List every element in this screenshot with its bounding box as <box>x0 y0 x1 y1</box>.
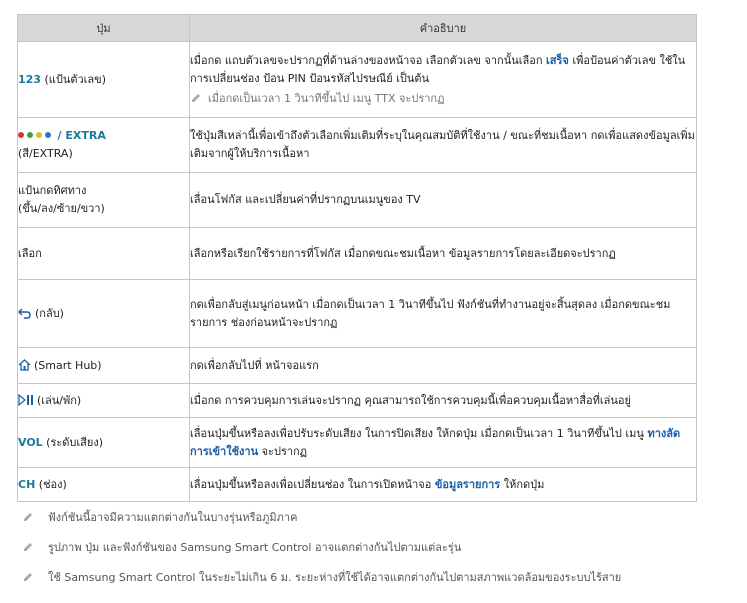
key-cell <box>18 384 190 418</box>
key-cell <box>18 348 190 384</box>
key-cell <box>18 280 190 348</box>
red-dot-icon <box>18 132 24 138</box>
table-row <box>18 384 697 418</box>
key-label: (กลับ) <box>35 306 64 320</box>
description-cell <box>190 280 697 348</box>
table-row <box>18 468 697 502</box>
description-cell <box>190 228 697 280</box>
description-cell <box>190 468 697 502</box>
pencil-icon <box>22 571 34 583</box>
key-sub: (ขึ้น/ลง/ซ้าย/ขวา) <box>18 202 105 215</box>
key-label: CH <box>18 477 36 491</box>
color-dots <box>18 129 58 142</box>
key-label: แป้นกดทิศทาง <box>18 184 87 197</box>
description-text-2: เพื่อป้อนค่าตัวเลข ใช้ในการเปลี่ยนช่อง ป้อน PIN ป้อนรหัสไปรษณีย์ เป็นต้น <box>190 53 686 85</box>
pencil-icon <box>22 541 34 553</box>
description-cell <box>190 348 697 384</box>
yellow-dot-icon <box>36 132 42 138</box>
description-link[interactable]: เสร็จ <box>546 53 569 67</box>
pencil-icon <box>22 511 34 523</box>
table-row <box>18 418 697 468</box>
key-sub: (สี/EXTRA) <box>18 147 73 160</box>
key-cell <box>18 118 190 173</box>
table-row <box>18 42 697 118</box>
description-text: ใช้ปุ่มสีเหล่านี้เพื่อเข้าถึงตัวเลือกเพิ่มเติมที่ระบุในคุณสมบัติที่ใช้งาน / ขณะที่ชมเนื้อหา กดเพื่อแสดงข้อมูลเพิ่มเติมจากผู้ให้บริการเนื้อหา <box>190 129 695 160</box>
footnote <box>22 538 461 556</box>
table-row <box>18 348 697 384</box>
key-suffix: (แป้นตัวเลข) <box>40 72 106 86</box>
description-text: เลื่อนปุ่มขึ้นหรือลงเพื่อเปลี่ยนช่อง ในการเปิดหน้าจอ <box>190 477 435 491</box>
key-label: EXTRA <box>65 129 106 142</box>
description-cell <box>190 118 697 173</box>
description-text: เมื่อกด การควบคุมการเล่นจะปรากฏ คุณสามารถใช้การควบคุมนี้เพื่อควบคุมเนื้อหาสื่อที่เล่นอยู่ <box>190 393 631 407</box>
footnote-text: ฟังก์ชันนี้อาจมีความแตกต่างกันในบางรุ่นหรือภูมิภาค <box>48 511 298 524</box>
table-row <box>18 280 697 348</box>
description-text: กดเพื่อกลับสู่เมนูก่อนหน้า เมื่อกดเป็นเวลา 1 วินาทีขึ้นไป ฟังก์ชันที่ทำงานอยู่จะสิ้นสุดลง เมื่อกดขณะชมรายการ ช่องก่อนหน้าจะปรากฏ <box>190 297 671 329</box>
footnote <box>22 508 297 526</box>
key-cell <box>18 418 190 468</box>
header-description: คำอธิบาย <box>190 15 697 42</box>
description-text-2: จะปรากฏ <box>258 444 308 458</box>
key-label: เลือก <box>18 246 42 260</box>
description-text: เมื่อกด แถบตัวเลขจะปรากฏที่ด้านล่างของหน้าจอ เลือกตัวเลข จากนั้นเลือก <box>190 53 547 67</box>
key-suffix: (ช่อง) <box>35 477 67 491</box>
home-icon <box>18 359 31 371</box>
note-text: เมื่อกดเป็นเวลา 1 วินาทีขึ้นไป เมนู TTX จะปรากฏ <box>208 91 445 105</box>
description-cell <box>190 384 697 418</box>
description-cell <box>190 173 697 228</box>
description-cell <box>190 42 697 118</box>
table-header <box>18 15 697 42</box>
blue-dot-icon <box>45 132 51 138</box>
key-cell <box>18 468 190 502</box>
key-label: 123 <box>18 72 41 86</box>
description-link[interactable]: ทางลัดการเข้าใช้งาน <box>190 426 681 458</box>
header-button: ปุ่ม <box>18 15 190 42</box>
note <box>190 90 696 108</box>
green-dot-icon <box>27 132 33 138</box>
table-row <box>18 228 697 280</box>
key-slash: / <box>57 129 66 142</box>
description-text: เลื่อนปุ่มขึ้นหรือลงเพื่อปรับระดับเสียง ในการปิดเสียง ให้กดปุ่ม เมื่อกดเป็นเวลา 1 วินาทีขึ้นไป เมนู <box>190 426 648 440</box>
table-row <box>18 173 697 228</box>
key-label: (เล่น/พัก) <box>37 393 82 407</box>
play-pause-icon <box>18 394 34 406</box>
description-link[interactable]: ข้อมูลรายการ <box>434 477 501 491</box>
pencil-icon <box>190 92 202 104</box>
button-description-table <box>17 14 697 502</box>
description-cell <box>190 418 697 468</box>
key-suffix: (ระดับเสียง) <box>42 435 103 449</box>
description-text: เลื่อนโฟกัส และเปลี่ยนค่าที่ปรากฏบนเมนูของ TV <box>190 193 421 206</box>
footnote-text: ใช้ Samsung Smart Control ในระยะไม่เกิน 6 ม. ระยะห่างที่ใช้ได้อาจแตกต่างกันไปตามสภาพแวดล้อมของระบบไร้สาย <box>48 571 622 584</box>
back-arrow-icon <box>18 307 32 319</box>
key-label: (Smart Hub) <box>34 358 102 372</box>
description-text: กดเพื่อกลับไปที่ หน้าจอแรก <box>190 358 319 372</box>
key-cell <box>18 173 190 228</box>
description-text: เลือกหรือเรียกใช้รายการที่โฟกัส เมื่อกดขณะชมเนื้อหา ข้อมูลรายการโดยละเอียดจะปรากฏ <box>190 246 616 260</box>
table-row <box>18 118 697 173</box>
key-cell <box>18 42 190 118</box>
footnote-text: รูปภาพ ปุ่ม และฟังก์ชันของ Samsung Smart Control อาจแตกต่างกันไปตามแต่ละรุ่น <box>48 541 462 554</box>
footnote <box>22 568 621 586</box>
key-cell <box>18 228 190 280</box>
key-label: VOL <box>18 435 43 449</box>
description-text-2: ให้กดปุ่ม <box>500 477 545 491</box>
